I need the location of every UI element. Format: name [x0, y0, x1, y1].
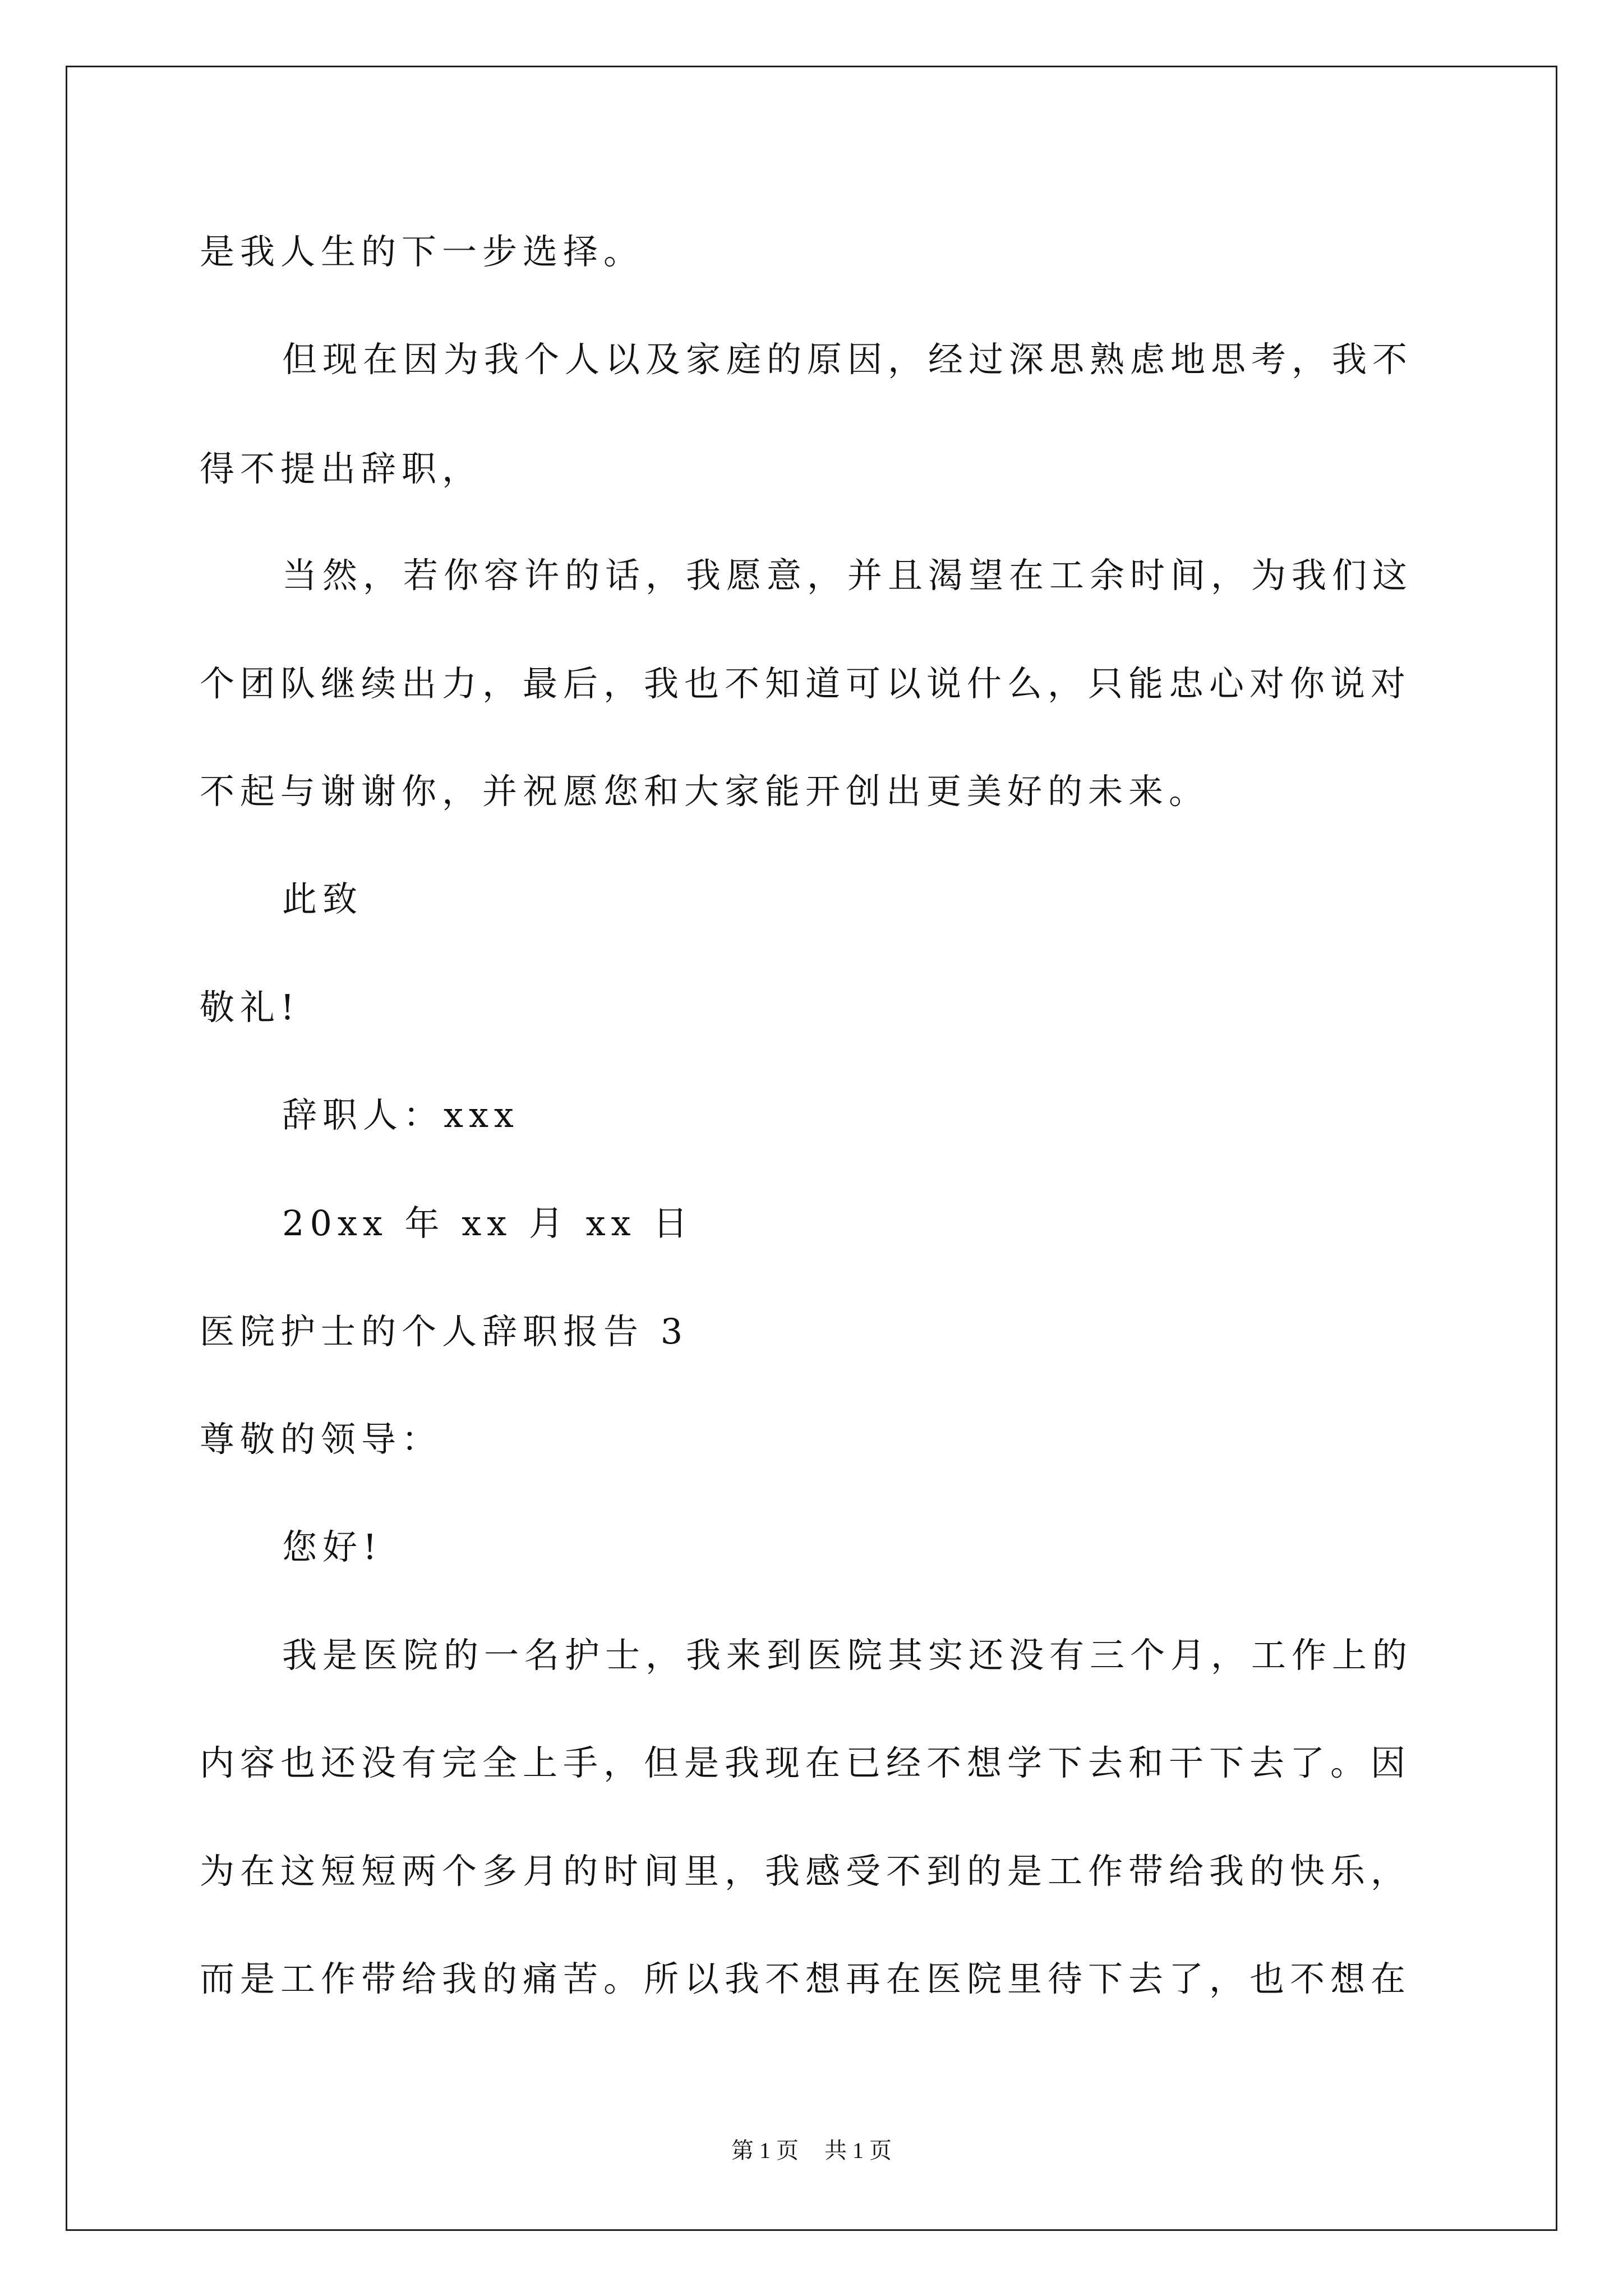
page-total: 共 1 页 — [824, 2138, 892, 2163]
text-line: 为在这短短两个多月的时间里，我感受不到的是工作带给我的快乐， — [200, 1851, 1412, 1892]
text-line: 个团队继续出力，最后，我也不知道可以说什么，只能忠心对你说对 — [200, 663, 1412, 704]
text-line: 当然，若你容许的话，我愿意，并且渴望在工余时间，为我们这 — [282, 555, 1413, 596]
text-line: 内容也还没有完全上手，但是我现在已经不想学下去和干下去了。因 — [200, 1742, 1412, 1783]
page-border — [66, 66, 1557, 2231]
text-line: 是我人生的下一步选择。 — [200, 231, 644, 272]
salutation: 尊敬的领导： — [200, 1419, 442, 1460]
page-number: 第 1 页 — [731, 2138, 799, 2163]
text-line: 敬礼! — [200, 987, 300, 1028]
text-line: 辞职人：xxx — [282, 1094, 519, 1135]
text-line: 但现在因为我个人以及家庭的原因，经过深思熟虑地思考，我不 — [282, 339, 1413, 380]
section-heading: 医院护士的个人辞职报告 3 — [200, 1311, 689, 1352]
page-footer — [0, 2139, 1623, 2162]
text-line: 20xx 年 xx 月 xx 日 — [282, 1203, 694, 1244]
greeting: 您好! — [282, 1526, 382, 1567]
text-line: 此致 — [282, 878, 363, 919]
text-line: 得不提出辞职， — [200, 448, 483, 489]
text-line: 而是工作带给我的痛苦。所以我不想再在医院里待下去了，也不想在 — [200, 1958, 1412, 1999]
text-line: 我是医院的一名护士，我来到医院其实还没有三个月，工作上的 — [282, 1635, 1413, 1676]
text-line: 不起与谢谢你，并祝愿您和大家能开创出更美好的未来。 — [200, 771, 1210, 812]
